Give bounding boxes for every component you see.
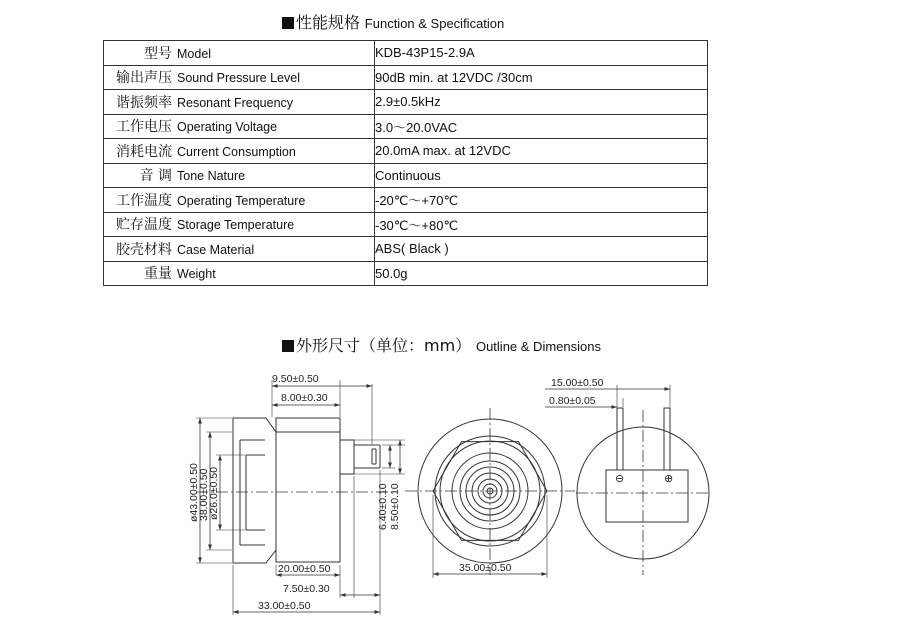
- spec-title-en: Function & Specification: [364, 16, 505, 31]
- spec-label-en: Resonant Frequency: [177, 95, 294, 110]
- spec-title-cn: 性能规格: [296, 13, 361, 32]
- spec-label-cn: 输出声压: [116, 70, 172, 87]
- dim-top-inner-label: 8.00±0.30: [281, 392, 328, 404]
- dim-pin-spacing-label: 15.00±0.50: [551, 377, 604, 389]
- spec-label-en: Current Consumption: [177, 144, 296, 159]
- dim-bottom-750-label: 7.50±0.30: [283, 583, 330, 595]
- spec-value-cell: 3.0～20.0VAC: [375, 114, 708, 139]
- spec-label-en: Storage Temperature: [177, 218, 295, 233]
- dim-pin-width-label: 0.80±0.05: [549, 395, 596, 407]
- spec-value-cell: KDB-43P15-2.9A: [375, 41, 708, 66]
- dim-dia-43-label: ø43.00±0.50: [188, 463, 200, 522]
- plus-terminal-icon: ⊕: [664, 473, 674, 485]
- minus-terminal-icon: ⊖: [615, 473, 625, 485]
- spec-label-cn: 工作电压: [116, 119, 172, 136]
- spec-value-cell: -20℃～+70℃: [375, 188, 708, 213]
- spec-label-cn: 谐振频率: [116, 94, 172, 111]
- outline-title-en: Outline & Dimensions: [475, 339, 601, 354]
- spec-label-cn: 型号: [144, 45, 172, 62]
- housing-body: [276, 418, 340, 562]
- dim-dia-26-label: ø26.0±0.50: [208, 466, 220, 520]
- spec-label-cn: 消耗电流: [116, 143, 172, 160]
- spec-label-en: Weight: [177, 267, 216, 282]
- spec-label-cn: 音 调: [139, 168, 172, 185]
- back-view: [545, 385, 710, 575]
- spec-label-en: Sound Pressure Level: [177, 71, 300, 86]
- spec-label-en: Operating Voltage: [177, 120, 278, 135]
- pin-plus: [664, 408, 670, 470]
- spec-label-en: Tone Nature: [177, 169, 246, 184]
- spec-value-cell: 2.9±0.5kHz: [375, 90, 708, 115]
- spec-value-cell: 90dB min. at 12VDC /30cm: [375, 65, 708, 90]
- front-view: [405, 408, 575, 578]
- spec-label-cn: 工作温度: [116, 192, 172, 209]
- back-extension-lines: [617, 385, 670, 407]
- spec-label-cn: 重量: [144, 266, 172, 283]
- spec-label-cn: 贮存温度: [116, 217, 172, 234]
- side-dimension-lines: [200, 386, 400, 612]
- terminal-base: [340, 440, 354, 474]
- dim-top-outer-label: 9.50±0.50: [272, 373, 319, 385]
- spec-value-cell: Continuous: [375, 163, 708, 188]
- dim-width-label: 35.00±0.50: [459, 562, 512, 574]
- spec-label-cn: 胶壳材料: [116, 241, 172, 258]
- spec-value-cell: 50.0g: [375, 261, 708, 286]
- spec-label-en: Case Material: [177, 242, 255, 257]
- dim-dia-38-label: 38.00±0.50: [198, 468, 210, 521]
- dim-terminal-640-label: 6.40±0.10: [377, 483, 389, 530]
- spec-value-cell: ABS( Black ): [375, 237, 708, 262]
- dim-bottom-20-label: 20.00±0.50: [278, 563, 331, 575]
- spec-label-en: Model: [177, 46, 212, 61]
- pin-minus: [617, 408, 623, 470]
- spec-label-en: Operating Temperature: [177, 193, 306, 208]
- spec-value-cell: 20.0mA max. at 12VDC: [375, 139, 708, 164]
- dim-terminal-850-label: 8.50±0.10: [389, 483, 401, 530]
- side-extension-lines: [196, 380, 405, 615]
- spec-value-cell: -30℃～+80℃: [375, 212, 708, 237]
- dim-bottom-33-label: 33.00±0.50: [258, 600, 311, 612]
- side-view: [196, 380, 405, 615]
- outline-title-cn: 外形尺寸（单位：mm）: [296, 336, 472, 355]
